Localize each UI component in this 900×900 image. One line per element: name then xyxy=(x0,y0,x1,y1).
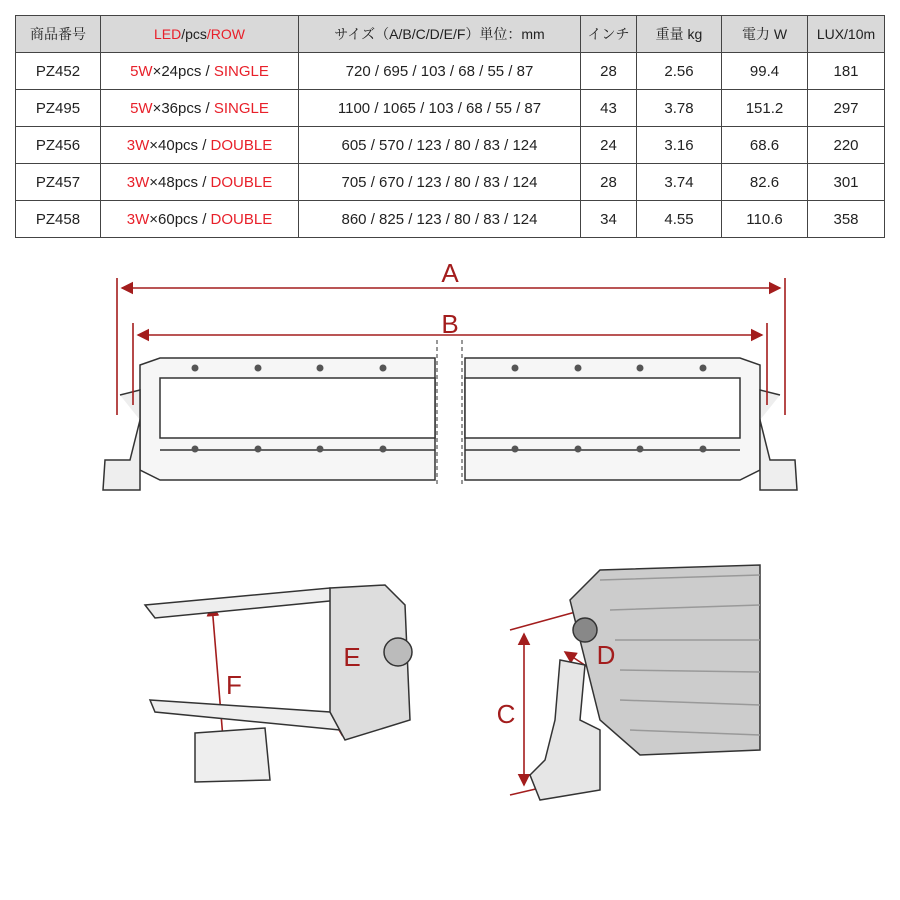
bolt-icon xyxy=(255,365,262,372)
cell-model: PZ495 xyxy=(16,90,101,127)
cell-inch: 28 xyxy=(581,53,637,90)
bolt-icon xyxy=(637,365,644,372)
cell-power: 110.6 xyxy=(722,201,808,238)
cell-row: SINGLE xyxy=(213,62,269,80)
cell-row: DOUBLE xyxy=(210,136,273,154)
bolt-icon xyxy=(380,365,387,372)
bolt-icon xyxy=(380,446,387,453)
cell-weight: 2.56 xyxy=(637,53,722,90)
cell-size: 605 / 570 / 123 / 80 / 83 / 124 xyxy=(299,127,581,164)
cell-lux: 181 xyxy=(808,53,885,90)
cell-power: 151.2 xyxy=(722,90,808,127)
cell-inch: 28 xyxy=(581,164,637,201)
cell-size: 720 / 695 / 103 / 68 / 55 / 87 xyxy=(299,53,581,90)
light-bar-front-view xyxy=(103,340,797,490)
cell-row: DOUBLE xyxy=(210,210,273,228)
cell-watt: 3W xyxy=(126,210,150,228)
cell-weight: 3.16 xyxy=(637,127,722,164)
bolt-icon xyxy=(317,365,324,372)
header-weight: 重量 kg xyxy=(637,16,722,53)
cell-lux: 358 xyxy=(808,201,885,238)
header-inch: インチ xyxy=(581,16,637,53)
cell-model: PZ456 xyxy=(16,127,101,164)
header-model: 商品番号 xyxy=(16,16,101,53)
cell-count: ×48pcs / xyxy=(149,173,211,191)
header-lux: LUX/10m xyxy=(808,16,885,53)
header-size: サイズ（A/B/C/D/E/F）単位：mm xyxy=(299,16,581,53)
cell-size: 1100 / 1065 / 103 / 68 / 55 / 87 xyxy=(299,90,581,127)
cell-weight: 3.74 xyxy=(637,164,722,201)
cell-row: SINGLE xyxy=(213,99,269,117)
label-b: B xyxy=(441,309,459,339)
bolt-icon xyxy=(637,446,644,453)
bolt-icon xyxy=(575,446,582,453)
cell-count: ×36pcs / xyxy=(152,99,214,117)
bolt-icon xyxy=(255,446,262,453)
cell-watt: 3W xyxy=(126,136,150,154)
label-a: A xyxy=(441,258,459,288)
label-e: E xyxy=(343,642,361,672)
cell-row: DOUBLE xyxy=(210,173,273,191)
bolt-icon xyxy=(512,365,519,372)
label-c: C xyxy=(496,699,516,729)
cell-watt: 5W xyxy=(130,62,153,80)
bolt-icon xyxy=(512,446,519,453)
cell-lux: 297 xyxy=(808,90,885,127)
cell-weight: 3.78 xyxy=(637,90,722,127)
header-power: 電力 W xyxy=(722,16,808,53)
cell-power: 68.6 xyxy=(722,127,808,164)
cell-size: 860 / 825 / 123 / 80 / 83 / 124 xyxy=(299,201,581,238)
bolt-icon xyxy=(317,446,324,453)
bolt-icon xyxy=(192,446,199,453)
cell-power: 82.6 xyxy=(722,164,808,201)
header-led-part: LED xyxy=(153,26,182,42)
cell-count: ×24pcs / xyxy=(152,62,214,80)
cell-count: ×40pcs / xyxy=(149,136,211,154)
cell-inch: 43 xyxy=(581,90,637,127)
light-bar-side-view-left xyxy=(145,585,412,782)
cell-inch: 34 xyxy=(581,201,637,238)
dimension-labels xyxy=(226,258,615,729)
bolt-icon xyxy=(700,365,707,372)
label-f: F xyxy=(226,670,242,700)
bolt-icon xyxy=(192,365,199,372)
cell-size: 705 / 670 / 123 / 80 / 83 / 124 xyxy=(299,164,581,201)
cell-model: PZ452 xyxy=(16,53,101,90)
cell-model: PZ458 xyxy=(16,201,101,238)
cell-watt: 5W xyxy=(130,99,153,117)
light-bar-side-view-right xyxy=(530,565,760,800)
cell-lux: 301 xyxy=(808,164,885,201)
bolt-icon xyxy=(700,446,707,453)
label-d: D xyxy=(596,640,616,670)
bolt-icon xyxy=(575,365,582,372)
cell-model: PZ457 xyxy=(16,164,101,201)
cell-power: 99.4 xyxy=(722,53,808,90)
cell-lux: 220 xyxy=(808,127,885,164)
cell-inch: 24 xyxy=(581,127,637,164)
header-row-part: /ROW xyxy=(206,26,246,42)
cell-watt: 3W xyxy=(126,173,150,191)
cell-weight: 4.55 xyxy=(637,201,722,238)
header-pcs-part: /pcs xyxy=(181,26,207,42)
cell-count: ×60pcs / xyxy=(149,210,211,228)
